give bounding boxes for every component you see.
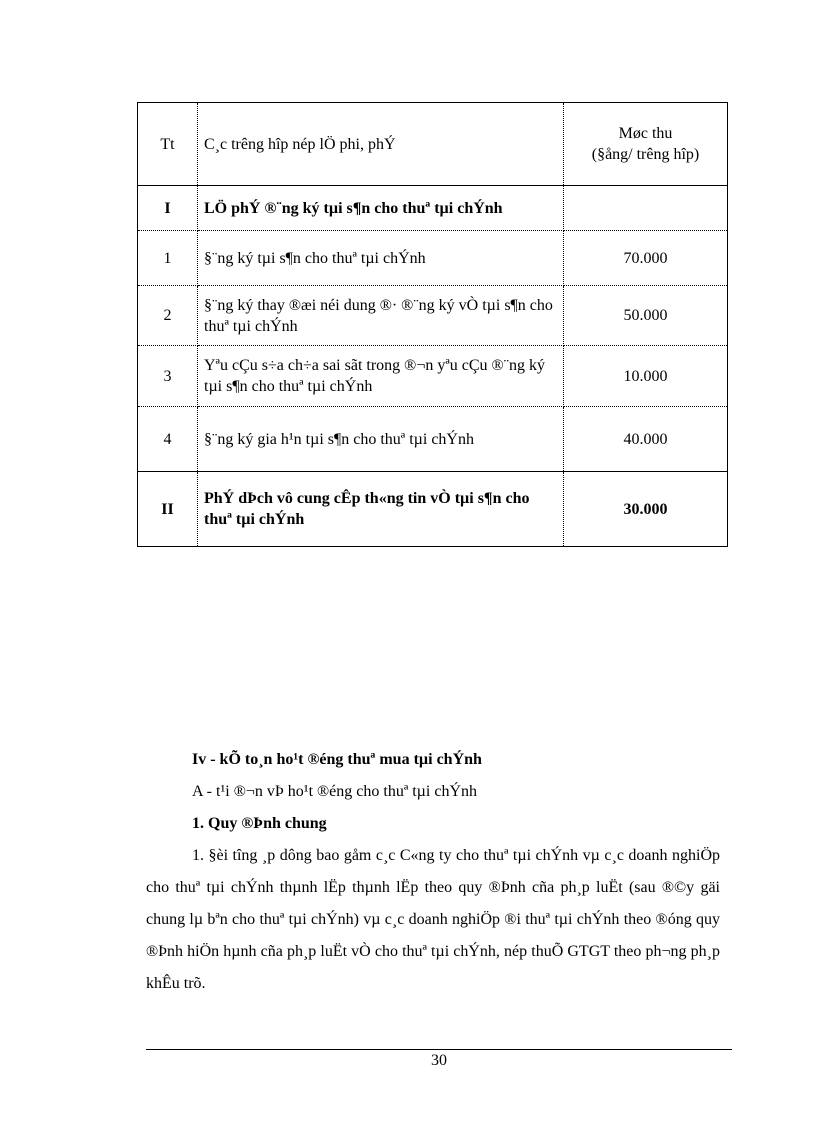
row-fee: 70.000 (564, 231, 728, 286)
row-fee: 40.000 (564, 407, 728, 472)
row-fee: 30.000 (564, 472, 728, 547)
subsection-heading: A - t¹i ®¬n vÞ ho¹t ®éng cho thuª tµi chÝnh (192, 783, 477, 800)
row-name: §¨ng ký thay ®æi néi dung ®· ®¨ng ký vÒ tµi s¶n cho thuª tµi chÝnh (198, 286, 564, 346)
table-row (138, 231, 728, 286)
row-fee (564, 186, 728, 231)
footer-divider (146, 1049, 732, 1050)
page-number: 30 (431, 1052, 447, 1069)
header-no: Tt (138, 103, 198, 186)
section-heading: Iv - kÕ to¸n ho¹t ®éng thuª mua tµi chÝnh (192, 751, 482, 768)
row-name: §¨ng ký tµi s¶n cho thuª tµi chÝnh (198, 231, 564, 286)
table-row (138, 407, 728, 472)
body-paragraph: 1. §èi tîng ¸p dông bao gåm c¸c C«ng ty cho thuª tµi chÝnh vµ c¸c doanh nghiÖp cho thuª tµi chÝnh thµnh lËp thµnh lËp theo quy ®Þnh cña ph¸p luËt (sau ®©y gäi chung lµ bªn cho thuª tµi chÝnh) vµ c¸c doanh nghiÖp ®i thuª tµi chÝnh theo ®óng quy ®Þnh hiÖn hµnh cña ph¸p luËt vÒ cho thuª tµi chÝnh, nép thuÕ GTGT theo ph¬ng ph¸p khÊu trõ. (146, 847, 720, 992)
row-no: 1 (138, 231, 198, 286)
header-fee-line2: (§ång/ trêng hîp) (591, 146, 700, 163)
subsubsection-heading: 1. Quy ®Þnh chung (192, 815, 327, 832)
row-no: 4 (138, 407, 198, 472)
row-name: PhÝ dÞch vô cung cÊp th«ng tin vÒ tµi s¶n cho thuª tµi chÝnh (198, 472, 564, 547)
row-name: LÖ phÝ ®¨ng ký tµi s¶n cho thuª tµi chÝnh (198, 186, 564, 231)
header-name: C¸c trêng hîp nép lÖ phi, phÝ (198, 103, 564, 186)
header-fee-line1: Møc thu (618, 125, 673, 142)
table-header-row (138, 103, 728, 186)
fee-table (137, 102, 728, 547)
table-row (138, 346, 728, 407)
table-row (138, 472, 728, 547)
row-name: Yªu cÇu s÷a ch÷a sai sãt trong ®¬n yªu cÇu ®¨ng ký tµi s¶n cho thuª tµi chÝnh (198, 346, 564, 407)
row-fee: 50.000 (564, 286, 728, 346)
row-no: 2 (138, 286, 198, 346)
row-no: 3 (138, 346, 198, 407)
table-row (138, 186, 728, 231)
row-no: I (138, 186, 198, 231)
row-no: II (138, 472, 198, 547)
row-name: §¨ng ký gia h¹n tµi s¶n cho thuª tµi chÝnh (198, 407, 564, 472)
header-fee (564, 103, 728, 186)
body-text (146, 744, 720, 1000)
row-fee: 10.000 (564, 346, 728, 407)
table-row (138, 286, 728, 346)
